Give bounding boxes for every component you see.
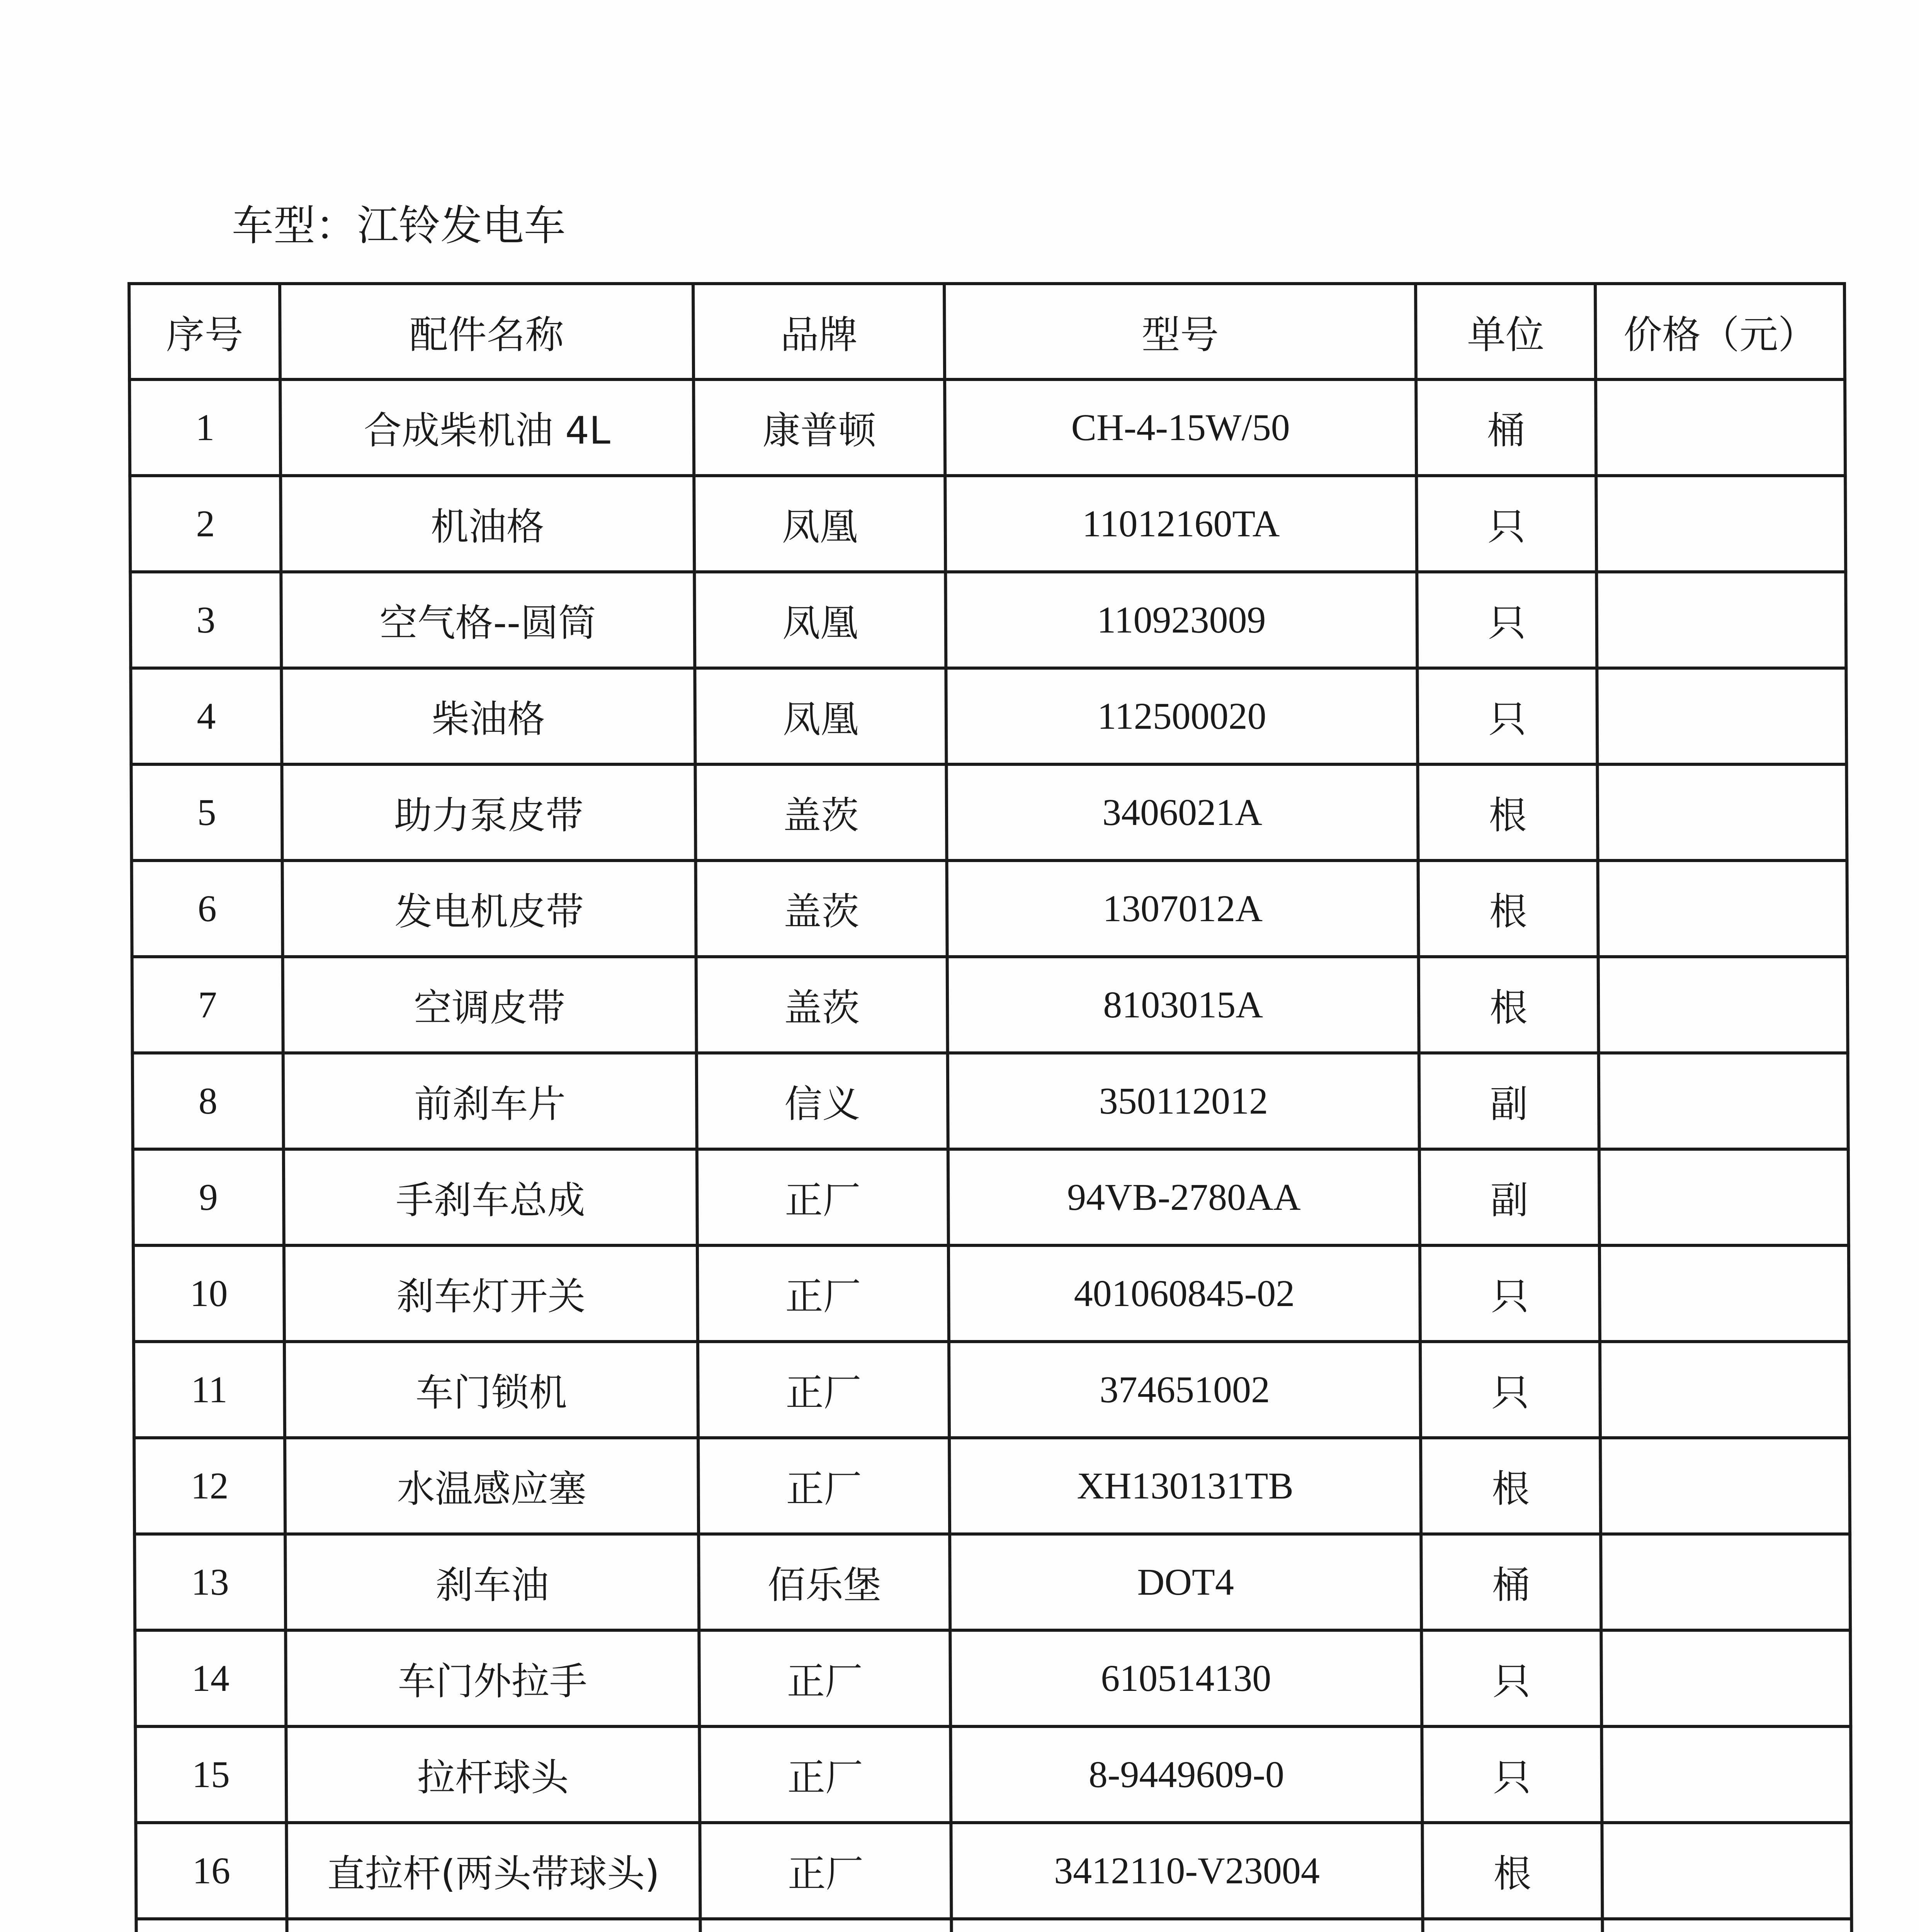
cell-unit: 桶 [1421, 1534, 1601, 1630]
cell-serial-no: 9 [133, 1149, 284, 1245]
cell-model: XH130131TB [949, 1438, 1421, 1534]
cell-unit: 只 [1416, 476, 1596, 572]
cell-serial-no: 10 [133, 1245, 284, 1342]
cell-serial-no: 7 [132, 957, 283, 1053]
cell-unit: 根 [1419, 957, 1599, 1053]
cell-price [1600, 1438, 1850, 1534]
table-row [136, 1823, 1851, 1919]
cell-brand: 佰乐堡 [699, 1534, 950, 1630]
cell-brand: 盖茨 [696, 861, 947, 957]
cell-price [1596, 572, 1846, 668]
cell-serial-no [136, 1919, 287, 1932]
cell-unit: 只 [1417, 572, 1597, 668]
table-row [134, 1438, 1850, 1534]
table-row [130, 476, 1846, 572]
cell-serial-no: 2 [130, 476, 281, 572]
cell-price [1599, 1149, 1849, 1245]
cell-price [1599, 1245, 1849, 1342]
header-serial-no: 序号 [129, 284, 280, 379]
cell-brand: 盖茨 [696, 957, 948, 1053]
cell-part-name: 空气格--圆筒 [281, 572, 695, 668]
cell-serial-no: 14 [135, 1630, 286, 1726]
cell-serial-no: 6 [132, 861, 283, 957]
cell-part-name: 刹车油 [285, 1534, 699, 1630]
table-header-row [129, 284, 1845, 379]
cell-serial-no: 13 [134, 1534, 286, 1630]
cell-brand: 盖茨 [695, 764, 947, 861]
table-row [129, 379, 1845, 476]
table-row [133, 1245, 1849, 1342]
cell-price [1601, 1726, 1851, 1823]
cell-brand: 正厂 [697, 1149, 948, 1245]
cell-model: 8103015A [947, 957, 1419, 1053]
header-unit: 单位 [1416, 284, 1596, 379]
cell-price [1596, 476, 1846, 572]
cell-price [1600, 1342, 1849, 1438]
cell-brand: 正厂 [700, 1823, 951, 1919]
cell-unit: 根 [1421, 1438, 1601, 1534]
table-row [133, 1053, 1848, 1149]
cell-brand: 凤凰 [694, 572, 946, 668]
cell-unit: 桶 [1416, 379, 1596, 476]
cell-model: 94VB-2780AA [948, 1149, 1420, 1245]
cell-part-name: 合成柴机油 4L [280, 379, 694, 476]
table-row [130, 572, 1846, 668]
cell-brand: 正厂 [699, 1726, 951, 1823]
cell-price [1597, 764, 1847, 861]
cell-part-name: 车门锁机 [284, 1342, 698, 1438]
table-row [133, 1149, 1849, 1245]
cell-serial-no: 5 [131, 764, 282, 861]
vehicle-type-title: 车型：江铃发电车 [232, 202, 566, 250]
cell-part-name: 手刹车总成 [284, 1149, 697, 1245]
cell-unit: 只 [1417, 668, 1597, 764]
cell-price [1599, 1053, 1848, 1149]
cell-model: DOT4 [950, 1534, 1421, 1630]
cell-part-name [287, 1919, 700, 1932]
cell-brand: 凤凰 [695, 668, 946, 764]
table-row [134, 1342, 1849, 1438]
cell-price [1596, 379, 1845, 476]
cell-serial-no: 12 [134, 1438, 285, 1534]
cell-price [1598, 957, 1848, 1053]
cell-unit: 只 [1421, 1630, 1601, 1726]
cell-serial-no: 11 [134, 1342, 285, 1438]
cell-serial-no: 1 [129, 379, 280, 476]
cell-price [1602, 1823, 1851, 1919]
cell-unit: 根 [1418, 764, 1598, 861]
parts-price-table [127, 282, 1855, 1932]
cell-brand: 康普顿 [693, 379, 945, 476]
cell-brand: 正厂 [699, 1630, 950, 1726]
cell-model: 110923009 [945, 572, 1417, 668]
header-model: 型号 [944, 284, 1416, 379]
cell-price [1601, 1534, 1850, 1630]
table-row [131, 668, 1846, 764]
cell-unit [1423, 1919, 1603, 1932]
cell-model: 401060845-02 [948, 1245, 1420, 1342]
cell-unit: 副 [1419, 1149, 1599, 1245]
cell-brand: 信义 [697, 1053, 948, 1149]
table-body [129, 379, 1853, 1932]
cell-part-name: 直拉杆(两头带球头) [286, 1823, 700, 1919]
cell-part-name: 拉杆球头 [286, 1726, 700, 1823]
header-part-name: 配件名称 [280, 284, 693, 379]
cell-model: 8-9449609-0 [950, 1726, 1422, 1823]
cell-price [1601, 1630, 1851, 1726]
cell-model: 610514130 [950, 1630, 1422, 1726]
cell-model [951, 1919, 1423, 1932]
table-row [132, 957, 1848, 1053]
table-row [136, 1919, 1852, 1932]
table-row [135, 1726, 1851, 1823]
table-row [134, 1534, 1850, 1630]
cell-part-name: 刹车灯开关 [284, 1245, 698, 1342]
cell-unit: 根 [1418, 861, 1598, 957]
cell-part-name: 车门外拉手 [286, 1630, 699, 1726]
header-brand: 品牌 [693, 284, 945, 379]
cell-brand: 正厂 [697, 1245, 949, 1342]
cell-serial-no: 8 [133, 1053, 284, 1149]
cell-brand: 正厂 [698, 1342, 949, 1438]
table-row [132, 861, 1848, 957]
cell-serial-no: 3 [130, 572, 281, 668]
cell-model: 3412110-V23004 [951, 1823, 1423, 1919]
cell-brand [700, 1919, 952, 1932]
cell-part-name: 前刹车片 [283, 1053, 697, 1149]
cell-unit: 只 [1422, 1726, 1602, 1823]
cell-part-name: 水温感应塞 [285, 1438, 699, 1534]
cell-model: 350112012 [948, 1053, 1419, 1149]
cell-brand: 凤凰 [694, 476, 945, 572]
header-price: 价格（元） [1595, 284, 1845, 379]
cell-unit: 只 [1420, 1245, 1600, 1342]
cell-price [1597, 668, 1846, 764]
cell-part-name: 空调皮带 [283, 957, 697, 1053]
cell-unit: 只 [1420, 1342, 1600, 1438]
cell-model: 374651002 [949, 1342, 1421, 1438]
cell-model: 112500020 [946, 668, 1418, 764]
cell-part-name: 柴油格 [281, 668, 695, 764]
cell-serial-no: 4 [131, 668, 282, 764]
cell-unit: 根 [1422, 1823, 1602, 1919]
cell-unit: 副 [1419, 1053, 1599, 1149]
cell-model: 3406021A [946, 764, 1418, 861]
cell-price [1598, 861, 1848, 957]
table-row [135, 1630, 1851, 1726]
cell-part-name: 机油格 [280, 476, 694, 572]
cell-model: CH-4-15W/50 [945, 379, 1416, 476]
cell-part-name: 发电机皮带 [282, 861, 696, 957]
cell-model: 1307012A [947, 861, 1419, 957]
table-row [131, 764, 1847, 861]
cell-part-name: 助力泵皮带 [282, 764, 695, 861]
cell-price [1602, 1919, 1852, 1932]
cell-model: 11012160TA [945, 476, 1417, 572]
cell-serial-no: 16 [136, 1823, 287, 1919]
cell-brand: 正厂 [698, 1438, 950, 1534]
cell-serial-no: 15 [135, 1726, 286, 1823]
